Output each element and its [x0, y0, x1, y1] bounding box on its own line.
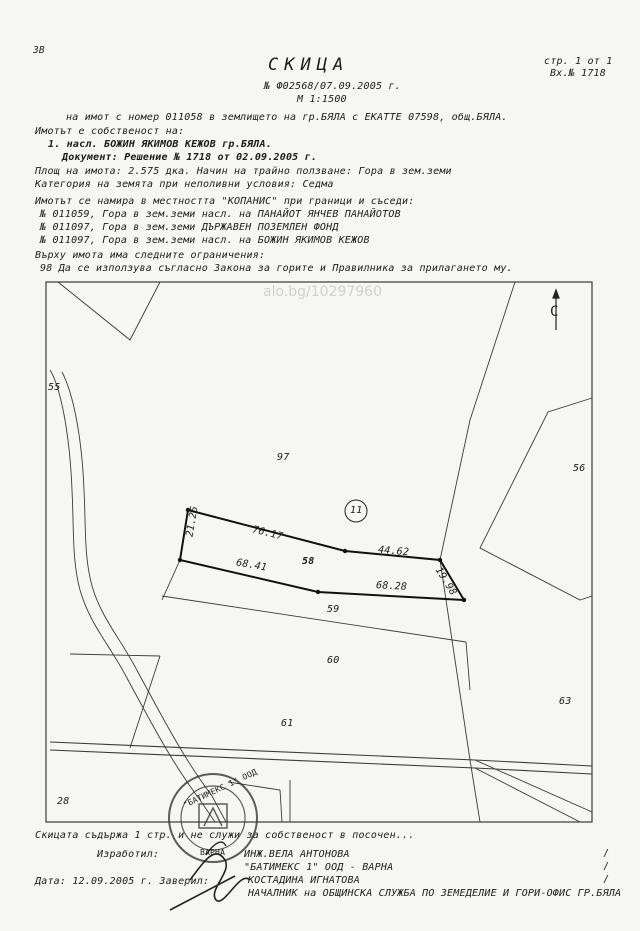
corner-mark: ЗВ: [33, 45, 45, 56]
parcel-label: 59: [327, 604, 340, 615]
incoming-number: Вх.№ 1718: [550, 68, 606, 79]
dimension-label: 44.62: [377, 544, 410, 559]
stamp-text: ВАРНА: [200, 848, 226, 857]
row-mark: /: [603, 861, 610, 872]
road-line: [50, 742, 592, 766]
parcel-label: 97: [277, 452, 290, 463]
dimension-label: 21.25: [184, 505, 201, 538]
row-mark: /: [603, 848, 610, 859]
category-line: Категория на земята при неполивни условия: Седма: [35, 179, 334, 190]
row-mark: /: [603, 874, 610, 885]
parcel-label: 55: [48, 382, 61, 393]
owner-line: 1. насл. БОЖИН ЯКИМОВ КЕЖОВ гр.БЯЛА.: [48, 139, 272, 150]
checked-by: КОСТАДИНА ИГНАТОВА: [248, 875, 360, 886]
neighbor-row: № 011097, Гора в зем.земи ДЪРЖАВЕН ПОЗЕМЛЕН ФОНД: [40, 222, 339, 233]
parcel-label: 11: [350, 505, 363, 516]
parcel-label: 61: [281, 718, 294, 729]
sketch-number: № Ф02568/07.09.2005 г.: [264, 81, 401, 92]
company-name: "БАТИМЕКС 1" ООД - ВАРНА: [244, 862, 394, 873]
parcel-label: 28: [57, 796, 70, 807]
boundary-line: [162, 560, 180, 600]
dimension-label: 19.98: [432, 565, 459, 598]
property-line: на имот с номер 011058 в землището на гр.БЯЛА с ЕКАТТЕ 07598, общ.БЯЛА.: [66, 112, 508, 123]
dimension-label: 68.41: [235, 557, 268, 574]
boundary-line: [475, 760, 592, 812]
boundary-line: [480, 398, 592, 600]
document-title: СКИЦА: [268, 55, 350, 75]
pages-note: Скицата съдържа 1 стр. и не служи за собственост в посочен...: [35, 830, 415, 841]
document-line: Документ: Решение № 1718 от 02.09.2005 г.: [62, 152, 318, 163]
parcel-label: 60: [327, 655, 340, 666]
date-line: Дата: 12.09.2005 г. Заверил:: [35, 876, 210, 887]
restriction-line: 98 Да се използува съгласно Закона за горите и Правилника за прилагането му.: [40, 263, 513, 274]
page-indicator: стр. 1 от 1: [544, 56, 613, 67]
dimension-label: 68.28: [375, 580, 408, 593]
boundary-line: [466, 642, 470, 690]
boundary-line: [70, 654, 160, 656]
owner-intro: Имотът е собственост на:: [35, 126, 185, 137]
map-scale: М 1:1500: [297, 94, 347, 105]
parcel-label: 56: [573, 463, 586, 474]
neighbor-row: № 011097, Гора в зем.земи насл. на БОЖИН ЯКИМОВ КЕЖОВ: [40, 235, 370, 246]
restrictions-intro: Върху имота има следните ограничения:: [35, 250, 266, 261]
north-symbol: С: [550, 304, 559, 320]
parcel-label: 58: [302, 556, 315, 567]
parcel-label: 63: [559, 696, 572, 707]
stream-line: [50, 370, 215, 822]
parcel-58-outline: [180, 510, 464, 600]
location-line: Имотът се намира в местността "КОПАНИС" при граници и съседи:: [35, 196, 415, 207]
neighbor-row: № 011059, Гора в зем.земи насл. на ПАНАЙОТ ЯНЧЕВ ПАНАЙОТОВ: [40, 209, 401, 220]
boundary-line: [162, 596, 466, 642]
prepared-by: ИНЖ.ВЕЛА АНТОНОВА: [244, 849, 350, 860]
map-frame: [46, 282, 592, 822]
boundary-line: [130, 656, 160, 748]
boundary-line: [475, 768, 580, 822]
head-line: НАЧАЛНИК на ОБЩИНСКА СЛУЖБА ПО ЗЕМЕДЕЛИЕ И ГОРИ-ОФИС ГР.БЯЛА: [248, 888, 622, 899]
prepared-label: Изработил:: [97, 849, 160, 860]
dimension-label: 76.17: [251, 524, 284, 543]
boundary-line: [440, 282, 515, 560]
stamp-text: "БАТИМЕКС 1" ООД: [181, 767, 259, 810]
area-line: Площ на имота: 2.575 дка. Начин на трайно ползване: Гора в зем.земи: [35, 166, 452, 177]
watermark: alo.bg/10297960: [263, 284, 382, 300]
boundary-line: [58, 282, 160, 340]
